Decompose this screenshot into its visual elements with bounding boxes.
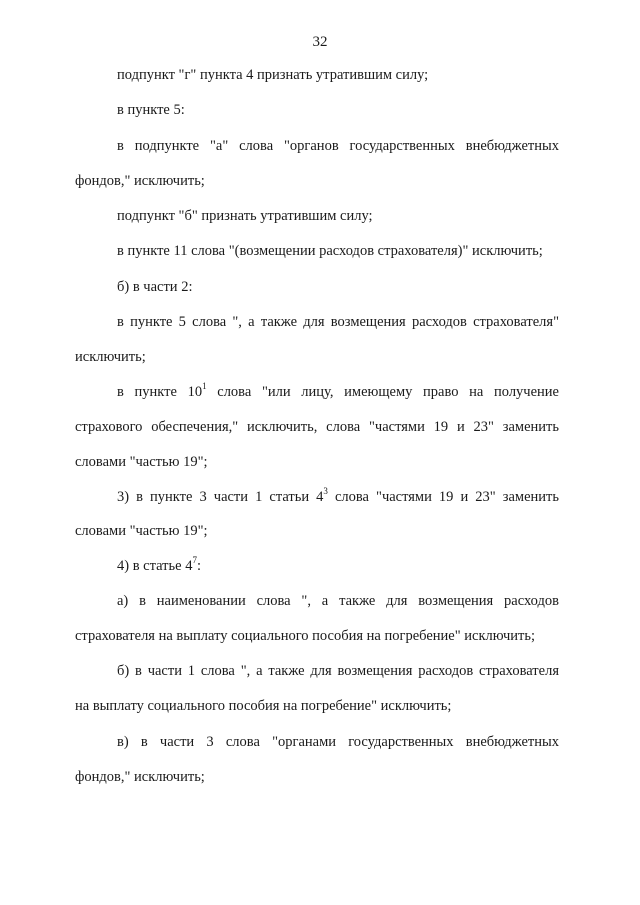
text-line: на выплату социального пособия на погребение" исключить; [75, 698, 452, 714]
superscript: 3 [323, 486, 328, 497]
text-segment: 3) в пункте 3 части 1 статьи 4 [117, 489, 324, 505]
superscript: 7 [192, 555, 197, 566]
text-segment: слова "или лицу, имеющему право на получение [206, 384, 559, 400]
text-line: страхователя на выплату социального пособия на погребение" исключить; [75, 628, 536, 644]
text-line: в пункте 5 слова ", а также для возмещения расходов страхователя" [117, 314, 559, 330]
page-number: 32 [312, 34, 328, 50]
text-line: страхового обеспечения," исключить, слова "частями 19 и 23" заменить [75, 419, 559, 435]
text-line [117, 488, 559, 507]
text-segment: : [196, 558, 201, 574]
text-line [117, 557, 559, 576]
text-line: а) в наименовании слова ", а также для возмещения расходов [117, 593, 559, 609]
text-line: в) в части 3 слова "органами государственных внебюджетных [117, 734, 559, 750]
text-line [117, 383, 559, 402]
text-line: подпункт "г" пункта 4 признать утратившим силу; [117, 67, 429, 83]
text-line: словами "частью 19"; [75, 523, 208, 539]
text-segment: в пункте 10 [117, 384, 203, 400]
text-segment: слова "частями 19 и 23" заменить [327, 489, 559, 505]
text-line: в пункте 5: [117, 102, 185, 118]
text-line: подпункт "б" признать утратившим силу; [117, 208, 373, 224]
text-line: в пункте 11 слова "(возмещении расходов страхователя)" исключить; [117, 243, 543, 259]
text-line: словами "частью 19"; [75, 454, 208, 470]
text-line: б) в части 2: [117, 279, 193, 295]
text-segment: 4) в статье 4 [117, 558, 193, 574]
text-line: фондов," исключить; [75, 769, 205, 785]
text-line: исключить; [75, 349, 146, 365]
superscript: 1 [202, 381, 207, 392]
text-line: б) в части 1 слова ", а также для возмещения расходов страхователя [117, 663, 559, 679]
text-line: фондов," исключить; [75, 173, 205, 189]
text-line: в подпункте "а" слова "органов государственных внебюджетных [117, 138, 559, 154]
